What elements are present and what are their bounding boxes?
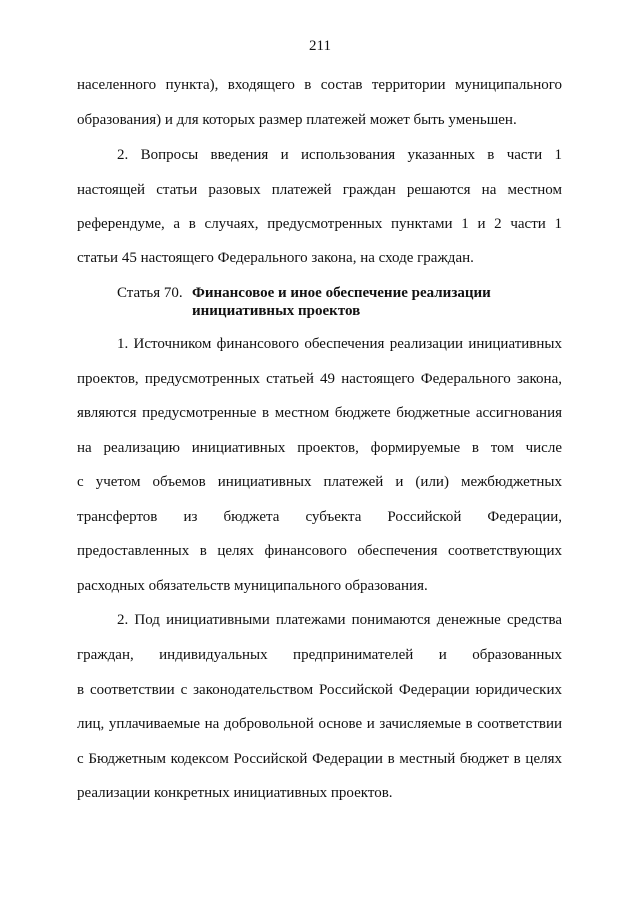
text-line: в соответствии с законодательством Российской Федерации юридических <box>77 682 562 698</box>
text-line: 1. Источником финансового обеспечения реализации инициативных <box>117 336 562 352</box>
text-line: на реализацию инициативных проектов, формируемые в том числе <box>77 440 562 456</box>
text-line: образования) и для которых размер платежей может быть уменьшен. <box>77 112 517 128</box>
text-line: проектов, предусмотренных статьей 49 настоящего Федерального закона, <box>77 371 562 387</box>
article-number: Статья 70. <box>117 285 183 301</box>
text-line: расходных обязательств муниципального образования. <box>77 578 428 594</box>
text-line: предоставленных в целях финансового обеспечения соответствующих <box>77 543 562 559</box>
text-line: с учетом объемов инициативных платежей и (или) межбюджетных <box>77 474 562 490</box>
text-line: населенного пункта), входящего в состав территории муниципального <box>77 77 562 93</box>
article-title-line: инициативных проектов <box>192 303 361 319</box>
text-line: настоящей статьи разовых платежей граждан решаются на местном <box>77 182 562 198</box>
text-line: с Бюджетным кодексом Российской Федерации в местный бюджет в целях <box>77 751 562 767</box>
article-title-line: Финансовое и иное обеспечение реализации <box>192 285 491 301</box>
page-number: 211 <box>309 38 331 54</box>
text-line: лиц, уплачиваемые на добровольной основе и зачисляемые в соответствии <box>77 716 562 732</box>
text-line: реализации конкретных инициативных проектов. <box>77 785 393 801</box>
text-line: статьи 45 настоящего Федерального закона, на сходе граждан. <box>77 250 474 266</box>
text-line: граждан, индивидуальных предпринимателей и образованных <box>77 647 562 663</box>
text-line: референдуме, а в случаях, предусмотренных пунктами 1 и 2 части 1 <box>77 216 562 232</box>
text-line: трансфертов из бюджета субъекта Российской Федерации, <box>77 509 562 525</box>
text-line: 2. Вопросы введения и использования указанных в части 1 <box>117 147 562 163</box>
text-line: 2. Под инициативными платежами понимаются денежные средства <box>117 612 562 628</box>
text-line: являются предусмотренные в местном бюджете бюджетные ассигнования <box>77 405 562 421</box>
